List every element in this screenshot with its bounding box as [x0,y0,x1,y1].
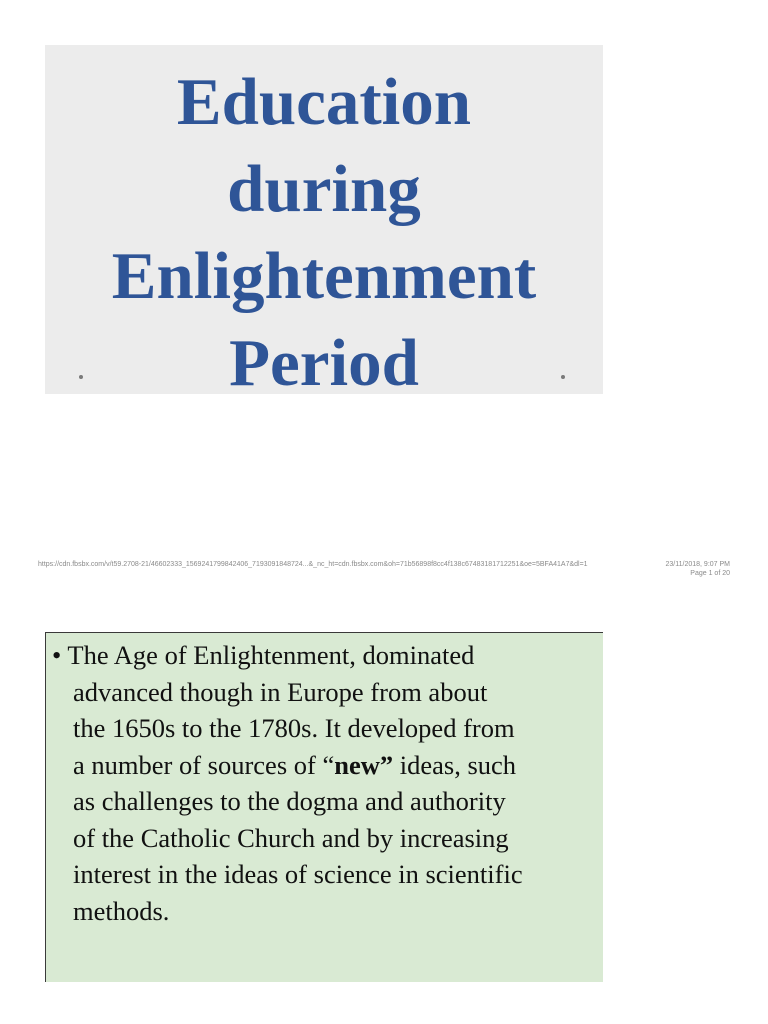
decorative-dot [79,375,83,379]
decorative-dot [561,375,565,379]
title-line: Enlightenment [111,239,537,313]
title-line: Period [229,326,419,400]
title-slide [45,45,603,400]
print-info [666,560,730,578]
source-url: https://cdn.fbsbx.com/v/t59.2708-21/46602333_1569241799842406_7193091848724...&_nc_ht=cdn.fbsbx.com&oh=71b56898f8cc4f138c67483181712251&oe=5BFA41A7&dl=1 [38,561,588,568]
emphasized-word: new” [334,749,394,780]
text-line: the 1650s to the 1780s. It developed from [73,713,515,743]
title-line: Education [176,65,472,139]
text-fragment: a number of sources of “ [73,749,335,780]
text-line: of the Catholic Church and by increasing [73,822,509,853]
print-datetime: 23/11/2018, 9:07 PM [665,561,730,568]
text-fragment: ideas, such [393,749,517,780]
text-line: advanced though in Europe from about [73,676,488,707]
title-line: during [227,152,421,226]
text-line: as challenges to the dogma and authority [73,786,506,816]
text-line [52,637,604,674]
content-slide [45,632,603,982]
text-line [52,747,604,784]
text-line: interest in the ideas of science in scientific [73,859,523,889]
text-line: methods. [73,895,170,926]
page-number: Page 1 of 20 [690,570,730,577]
slide-title [45,59,603,407]
bullet-icon: • [52,640,62,670]
bullet-paragraph [52,637,604,929]
text-fragment: The Age of Enlightenment, dominated [61,640,475,670]
